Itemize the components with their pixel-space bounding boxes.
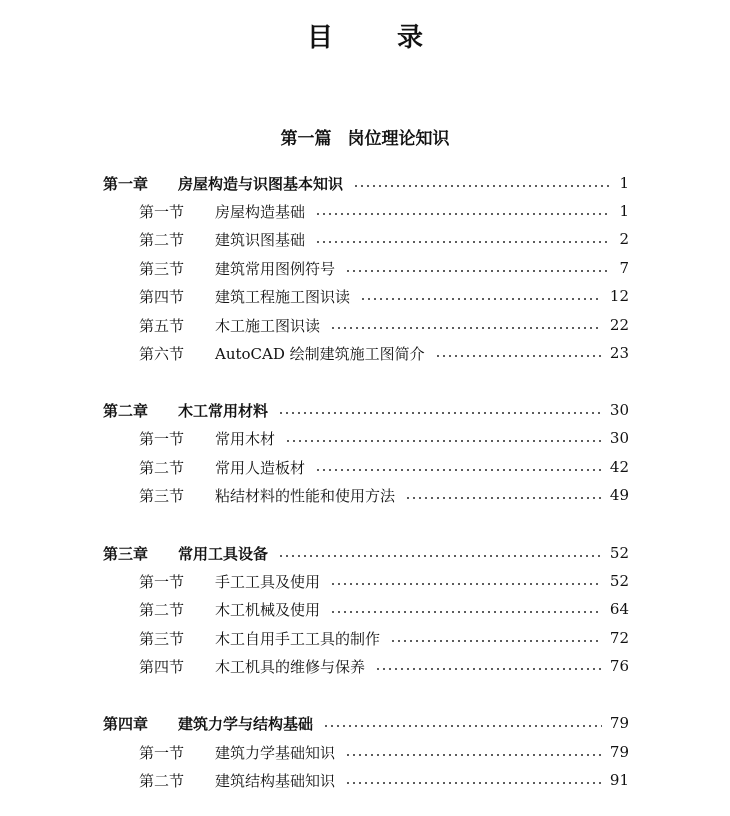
dot-leader — [405, 497, 602, 499]
toc-chapter-1[interactable] — [103, 171, 629, 195]
section-title: 常用木材 — [215, 429, 276, 448]
toc-section[interactable] — [139, 455, 629, 479]
section-number: 第二节 — [139, 771, 185, 790]
dot-leader — [345, 782, 602, 784]
dot-leader — [315, 469, 602, 471]
toc-section[interactable] — [139, 227, 629, 251]
section-title: 建筑结构基础知识 — [215, 771, 336, 790]
dot-leader — [330, 611, 602, 613]
page-number: 91 — [609, 771, 629, 789]
chapter-number: 第四章 — [103, 714, 149, 733]
page-number: 1 — [619, 202, 629, 220]
dot-leader — [315, 213, 609, 215]
chapter-title: 房屋构造与识图基本知识 — [178, 174, 344, 193]
page-title-char-1: 目 — [306, 23, 333, 53]
section-number: 第一节 — [139, 429, 185, 448]
page-number: 76 — [609, 657, 629, 675]
toc-section[interactable] — [139, 569, 629, 593]
toc-chapter-3[interactable] — [103, 541, 629, 565]
section-title: 木工机具的维修与保养 — [215, 657, 366, 676]
chapter-number: 第三章 — [103, 544, 149, 563]
dot-leader — [315, 241, 609, 243]
toc-chapter-4[interactable] — [103, 711, 629, 735]
toc-section[interactable] — [139, 626, 629, 650]
section-number: 第三节 — [139, 629, 185, 648]
page-number: 72 — [609, 629, 629, 647]
page-number: 30 — [609, 429, 629, 447]
page-number: 30 — [609, 401, 629, 419]
toc-section[interactable] — [139, 284, 629, 308]
dot-leader — [278, 412, 602, 414]
section-title: 常用人造板材 — [215, 458, 306, 477]
dot-leader — [345, 754, 602, 756]
part-heading — [0, 126, 730, 152]
section-number: 第四节 — [139, 657, 185, 676]
section-number: 第二节 — [139, 458, 185, 477]
toc-section[interactable] — [139, 740, 629, 764]
section-title: 手工工具及使用 — [215, 572, 321, 591]
chapter-title: 木工常用材料 — [178, 401, 269, 420]
toc-section[interactable] — [139, 597, 629, 621]
chapter-title: 常用工具设备 — [178, 544, 269, 563]
section-title: 木工机械及使用 — [215, 600, 321, 619]
page-number: 52 — [609, 544, 629, 562]
page-number: 12 — [609, 287, 629, 305]
section-title: 木工施工图识读 — [215, 316, 321, 335]
dot-leader — [285, 440, 602, 442]
section-number: 第五节 — [139, 316, 185, 335]
section-title: AutoCAD 绘制建筑施工图简介 — [215, 344, 425, 363]
toc-section[interactable] — [139, 654, 629, 678]
toc-section[interactable] — [139, 199, 629, 223]
section-title: 建筑工程施工图识读 — [215, 287, 351, 306]
part-title: 岗位理论知识 — [347, 129, 450, 149]
section-number: 第六节 — [139, 344, 185, 363]
section-title: 木工自用手工工具的制作 — [215, 629, 381, 648]
dot-leader — [435, 355, 602, 357]
dot-leader — [345, 270, 609, 272]
toc-section[interactable] — [139, 426, 629, 450]
section-title: 粘结材料的性能和使用方法 — [215, 486, 396, 505]
page-number: 23 — [609, 344, 629, 362]
dot-leader — [330, 327, 602, 329]
section-number: 第四节 — [139, 287, 185, 306]
page-number: 64 — [609, 600, 629, 618]
chapter-number: 第二章 — [103, 401, 149, 420]
toc-section[interactable] — [139, 256, 629, 280]
page-title — [0, 20, 730, 56]
section-title: 建筑识图基础 — [215, 230, 306, 249]
section-number: 第二节 — [139, 230, 185, 249]
toc-section[interactable] — [139, 768, 629, 792]
page-number: 79 — [609, 743, 629, 761]
toc-section[interactable] — [139, 313, 629, 337]
toc-chapter-2[interactable] — [103, 398, 629, 422]
section-number: 第一节 — [139, 743, 185, 762]
section-title: 建筑常用图例符号 — [215, 259, 336, 278]
page-title-char-2: 录 — [397, 23, 424, 53]
section-number: 第三节 — [139, 486, 185, 505]
page-number: 7 — [619, 259, 629, 277]
dot-leader — [360, 298, 602, 300]
page-number: 42 — [609, 458, 629, 476]
toc-section[interactable] — [139, 483, 629, 507]
section-title: 房屋构造基础 — [215, 202, 306, 221]
page-number: 49 — [609, 486, 629, 504]
chapter-title: 建筑力学与结构基础 — [178, 714, 314, 733]
page-number: 52 — [609, 572, 629, 590]
section-number: 第二节 — [139, 600, 185, 619]
dot-leader — [323, 725, 602, 727]
page-number: 1 — [619, 174, 629, 192]
page-number: 22 — [609, 316, 629, 334]
section-title: 建筑力学基础知识 — [215, 743, 336, 762]
section-number: 第一节 — [139, 202, 185, 221]
page-number: 79 — [609, 714, 629, 732]
dot-leader — [390, 640, 602, 642]
dot-leader — [330, 583, 602, 585]
dot-leader — [375, 668, 602, 670]
section-number: 第三节 — [139, 259, 185, 278]
toc-section[interactable] — [139, 341, 629, 365]
part-number: 第一篇 — [280, 129, 332, 149]
page-number: 2 — [619, 230, 629, 248]
chapter-number: 第一章 — [103, 174, 149, 193]
dot-leader — [278, 555, 602, 557]
dot-leader — [353, 185, 609, 187]
section-number: 第一节 — [139, 572, 185, 591]
